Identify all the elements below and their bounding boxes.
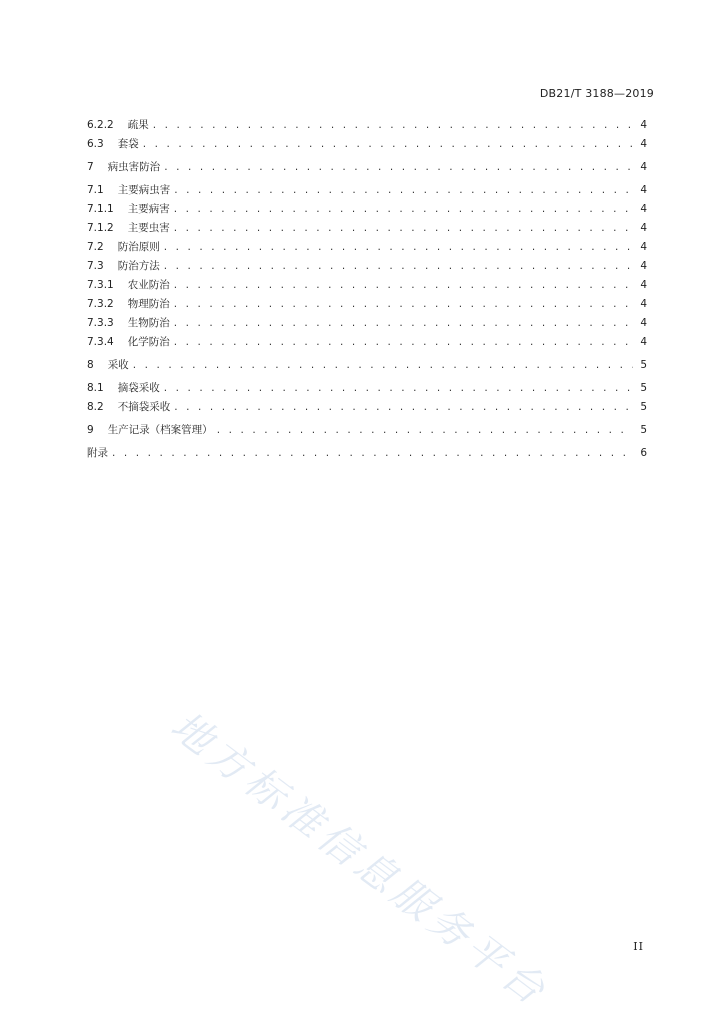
toc-entry-number: 7.3.3 [87, 317, 114, 329]
toc-entry-label: 采收 [107, 359, 129, 371]
toc-entry-number: 6.3 [87, 138, 104, 150]
toc-entry-page: 4 [640, 336, 647, 348]
standard-code: DB21/T 3188—2019 [539, 87, 654, 100]
toc-entry-page: 4 [640, 161, 647, 173]
toc-entry-page: 4 [640, 317, 647, 329]
toc-leader-dots [174, 181, 633, 200]
toc-entry-page: 4 [640, 138, 647, 150]
page-number: II [633, 940, 644, 953]
toc-entry-page: 4 [640, 260, 647, 272]
toc-leader-dots [174, 295, 633, 314]
toc-entry-page: 4 [640, 203, 647, 215]
toc-entry-label: 防治原则 [117, 241, 160, 253]
toc-entry-label: 主要病虫害 [117, 184, 171, 196]
toc-entry-label: 疏果 [127, 119, 149, 131]
toc-entry[interactable] [87, 398, 647, 417]
toc-leader-dots [164, 238, 633, 257]
toc-entry[interactable] [87, 135, 647, 154]
toc-leader-dots [133, 356, 633, 375]
toc-leader-dots [174, 314, 633, 333]
toc-leader-dots [174, 200, 633, 219]
toc-entry-number: 8.1 [87, 382, 104, 394]
toc-entry-label: 化学防治 [127, 336, 170, 348]
toc-leader-dots [143, 135, 633, 154]
toc-entry-number: 7.2 [87, 241, 104, 253]
toc-entry-label: 不摘袋采收 [117, 401, 171, 413]
toc-entry-label: 套袋 [117, 138, 139, 150]
toc-entry-page: 4 [640, 222, 647, 234]
toc-entry-page: 5 [640, 382, 647, 394]
toc-leader-dots [174, 276, 633, 295]
toc-entry-page: 4 [640, 119, 647, 131]
toc-entry[interactable] [87, 356, 647, 375]
toc-entry-page: 4 [640, 298, 647, 310]
toc-leader-dots [153, 116, 633, 135]
toc-entry[interactable] [87, 238, 647, 257]
toc-entry-number: 7.1.1 [87, 203, 114, 215]
toc-entry-page: 6 [640, 447, 647, 459]
toc-entry-page: 5 [640, 359, 647, 371]
toc-entry-label: 生产记录（档案管理） [107, 424, 213, 436]
toc-entry[interactable] [87, 276, 647, 295]
toc-entry-label: 摘袋采收 [117, 382, 160, 394]
toc-entry-number: 9 [87, 424, 94, 436]
toc-entry-number: 8 [87, 359, 94, 371]
toc-entry-label: 主要虫害 [127, 222, 170, 234]
toc-leader-dots [112, 444, 633, 463]
toc-entry[interactable] [87, 200, 647, 219]
toc-entry-page: 4 [640, 184, 647, 196]
toc-leader-dots [164, 158, 633, 177]
toc-leader-dots [164, 379, 633, 398]
toc-entry-number: 7.3 [87, 260, 104, 272]
toc-entry-label: 生物防治 [127, 317, 170, 329]
toc-leader-dots [217, 421, 633, 440]
watermark: 地方标准信息服务平台 [162, 702, 558, 1017]
toc-entry-number: 7.3.4 [87, 336, 114, 348]
toc-leader-dots [174, 398, 633, 417]
toc-entry[interactable] [87, 295, 647, 314]
toc-entry[interactable] [87, 421, 647, 440]
toc-entry-label: 防治方法 [117, 260, 160, 272]
toc-leader-dots [174, 333, 633, 352]
toc-leader-dots [164, 257, 633, 276]
toc-entry[interactable] [87, 181, 647, 200]
toc-entry[interactable] [87, 219, 647, 238]
toc-entry-number: 7.3.1 [87, 279, 114, 291]
toc-leader-dots [174, 219, 633, 238]
toc-entry-page: 4 [640, 279, 647, 291]
toc-entry-number: 6.2.2 [87, 119, 114, 131]
toc-entry[interactable] [87, 257, 647, 276]
toc-entry-number: 7.3.2 [87, 298, 114, 310]
toc-entry-label: 主要病害 [127, 203, 170, 215]
toc-entry[interactable] [87, 444, 647, 463]
toc-entry-number: 8.2 [87, 401, 104, 413]
toc-entry-number: 7.1.2 [87, 222, 114, 234]
toc-entry[interactable] [87, 158, 647, 177]
toc-entry-number: 7.1 [87, 184, 104, 196]
toc-entry-label: 附录 [87, 447, 108, 459]
toc-entry[interactable] [87, 314, 647, 333]
toc-entry-number: 7 [87, 161, 94, 173]
toc-entry[interactable] [87, 379, 647, 398]
toc-entry[interactable] [87, 333, 647, 352]
table-of-contents [87, 116, 647, 463]
toc-entry-page: 4 [640, 241, 647, 253]
toc-entry-label: 病虫害防治 [107, 161, 161, 173]
toc-entry-page: 5 [640, 401, 647, 413]
toc-entry-label: 物理防治 [127, 298, 170, 310]
toc-entry-page: 5 [640, 424, 647, 436]
toc-entry-label: 农业防治 [127, 279, 170, 291]
toc-entry[interactable] [87, 116, 647, 135]
